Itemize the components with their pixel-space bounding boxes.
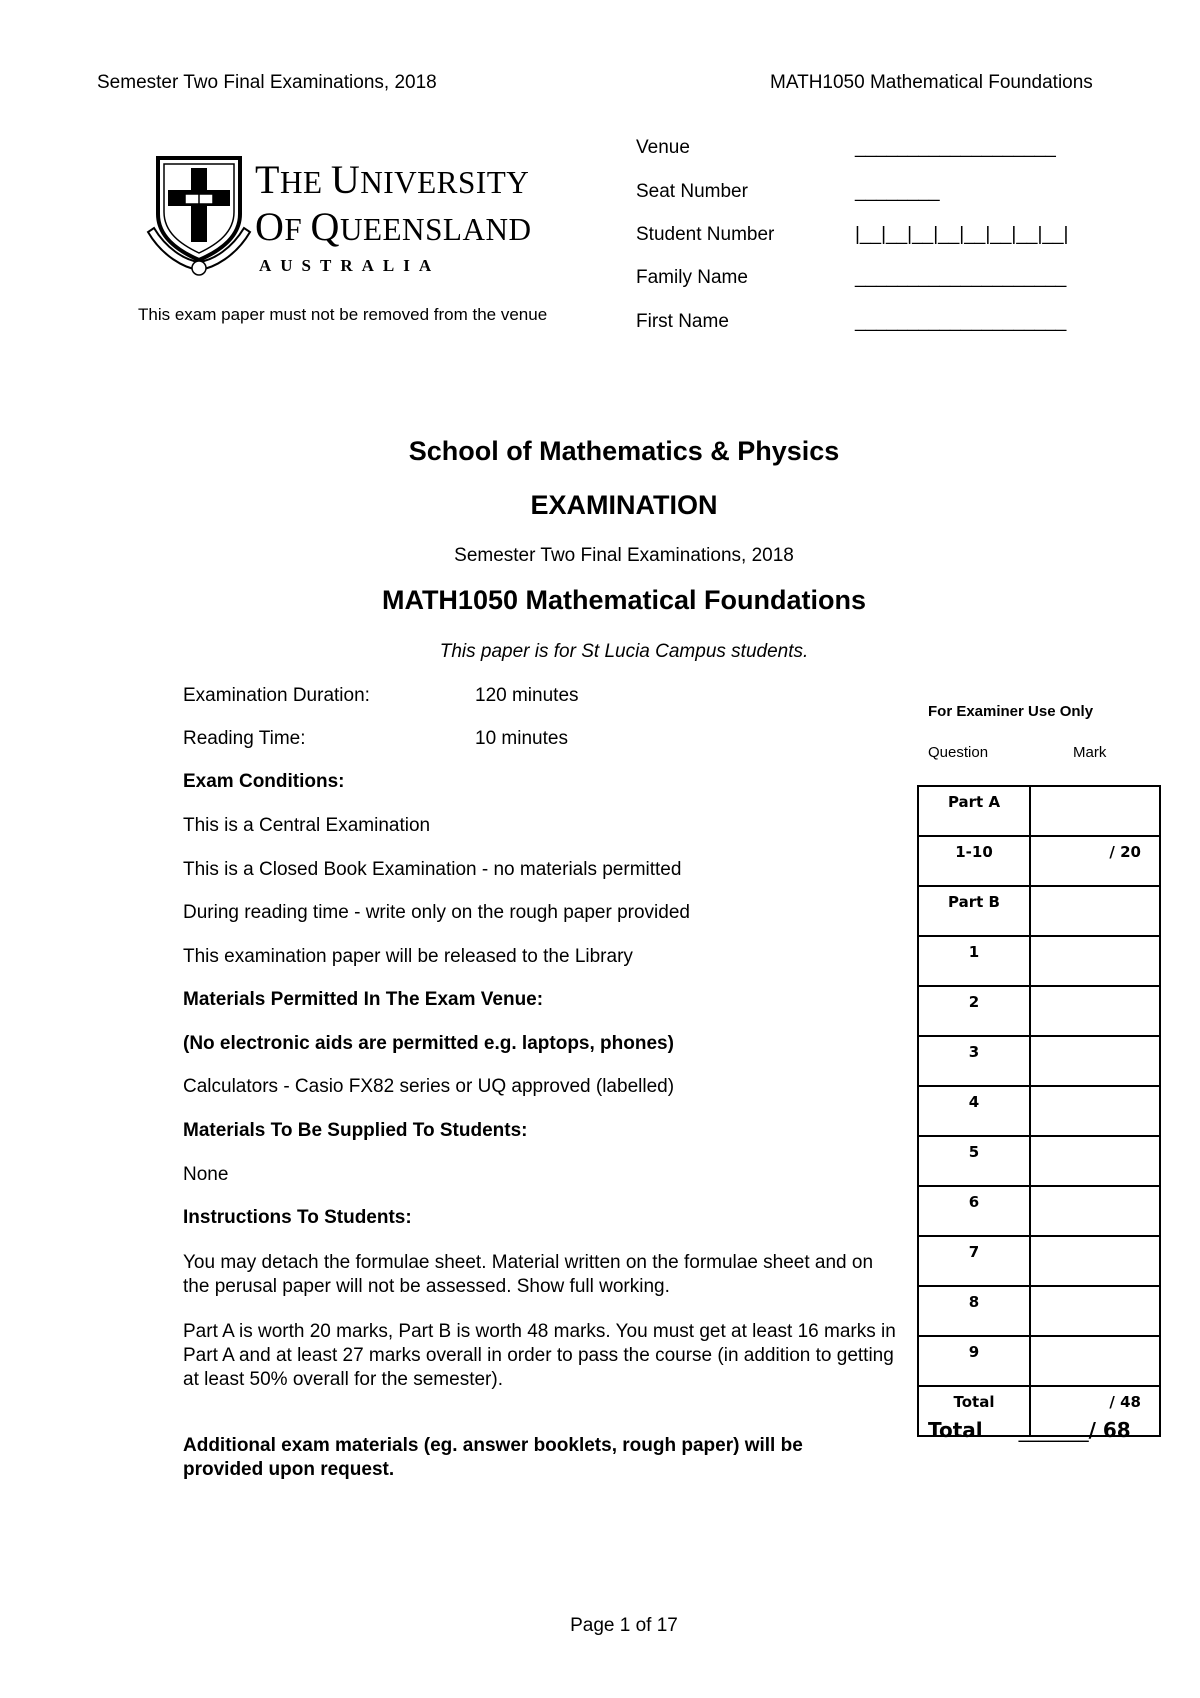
- marks-table-row: [918, 1086, 1160, 1136]
- question-cell: 1-10: [918, 836, 1030, 886]
- grand-total-line[interactable]: _______: [1018, 1418, 1089, 1442]
- venue-label: Venue: [636, 137, 690, 158]
- additional-materials-note: Additional exam materials (eg. answer booklets, rough paper) will be provided upon request.: [183, 1435, 803, 1480]
- examiner-use-heading: For Examiner Use Only: [928, 703, 1094, 720]
- seat-number-label: Seat Number: [636, 181, 748, 202]
- duration-label: Examination Duration:: [183, 685, 370, 706]
- school-title: School of Mathematics & Physics: [408, 436, 840, 466]
- mark-cell[interactable]: [1030, 1136, 1160, 1186]
- removal-notice: This exam paper must not be removed from the venue: [138, 305, 548, 324]
- mark-cell[interactable]: [1030, 886, 1160, 936]
- examiner-marks-table: [917, 785, 1161, 1437]
- grand-total-label: Total: [928, 1418, 983, 1442]
- semester-subtitle: Semester Two Final Examinations, 2018: [454, 545, 794, 566]
- mark-cell[interactable]: / 48: [1030, 1386, 1160, 1436]
- marks-table-row: [918, 1036, 1160, 1086]
- marks-table-row: [918, 936, 1160, 986]
- family-name-label: Family Name: [636, 267, 748, 288]
- marks-table-row: [918, 1186, 1160, 1236]
- question-cell: Part A: [918, 786, 1030, 836]
- materials-supplied-item: None: [183, 1164, 229, 1185]
- student-number-field[interactable]: |__|__|__|__|__|__|__|__|: [855, 224, 1069, 245]
- question-cell: 3: [918, 1036, 1030, 1086]
- materials-permitted-note: (No electronic aids are permitted e.g. laptops, phones): [183, 1033, 674, 1054]
- mark-cell[interactable]: [1030, 1086, 1160, 1136]
- running-header-right: MATH1050 Mathematical Foundations: [770, 72, 1093, 93]
- question-column-header: Question: [928, 744, 989, 761]
- mark-cell[interactable]: [1030, 1186, 1160, 1236]
- materials-permitted-item: Calculators - Casio FX82 series or UQ approved (labelled): [183, 1076, 675, 1097]
- condition-item: This examination paper will be released to the Library: [183, 946, 633, 967]
- question-cell: Part B: [918, 886, 1030, 936]
- instruction-paragraph: You may detach the formulae sheet. Material written on the formulae sheet and on the perusal paper will not be assessed. Show full working.: [183, 1252, 874, 1297]
- question-cell: 1: [918, 936, 1030, 986]
- mark-cell[interactable]: / 20: [1030, 836, 1160, 886]
- marks-table-row: [918, 1136, 1160, 1186]
- uq-wordmark-line2: OF QUEENSLAND: [255, 204, 532, 249]
- mark-column-header: Mark: [1073, 744, 1107, 761]
- mark-cell[interactable]: [1030, 1236, 1160, 1286]
- question-cell: 8: [918, 1286, 1030, 1336]
- page-number: Page 1 of 17: [570, 1615, 678, 1636]
- exam-conditions-heading: Exam Conditions:: [183, 771, 345, 792]
- marks-table-row: [918, 886, 1160, 936]
- mark-cell[interactable]: [1030, 1036, 1160, 1086]
- exam-title: EXAMINATION: [530, 490, 718, 520]
- venue-field[interactable]: ___________________: [855, 137, 1056, 158]
- question-cell: 5: [918, 1136, 1030, 1186]
- marks-table-row: [918, 1286, 1160, 1336]
- mark-cell[interactable]: [1030, 786, 1160, 836]
- condition-item: This is a Central Examination: [183, 815, 431, 836]
- campus-note: This paper is for St Lucia Campus students.: [439, 641, 809, 662]
- question-cell: 9: [918, 1336, 1030, 1386]
- first-name-field[interactable]: ____________________: [855, 311, 1067, 332]
- reading-time-label: Reading Time:: [183, 728, 306, 749]
- mark-cell[interactable]: [1030, 1336, 1160, 1386]
- mark-cell[interactable]: [1030, 936, 1160, 986]
- marks-table-row: [918, 1336, 1160, 1386]
- seat-number-field[interactable]: ________: [855, 181, 940, 202]
- duration-value: 120 minutes: [475, 685, 579, 706]
- family-name-field[interactable]: ____________________: [855, 267, 1067, 288]
- first-name-label: First Name: [636, 311, 729, 332]
- marks-table-row: [918, 986, 1160, 1036]
- marks-table-row: [918, 786, 1160, 836]
- reading-time-value: 10 minutes: [475, 728, 568, 749]
- question-cell: Total: [918, 1386, 1030, 1436]
- course-title: MATH1050 Mathematical Foundations: [381, 585, 867, 615]
- marks-table-row: [918, 1236, 1160, 1286]
- uq-wordmark-line1: THE UNIVERSITY: [255, 157, 530, 202]
- instruction-paragraph: Part A is worth 20 marks, Part B is worth 48 marks. You must get at least 16 marks in Part A and at least 27 marks overall in order to pass the course (in addition to getting at least 50% overall for the semester).: [183, 1321, 896, 1390]
- question-cell: 7: [918, 1236, 1030, 1286]
- materials-supplied-heading: Materials To Be Supplied To Students:: [183, 1120, 528, 1141]
- uq-wordmark-country: AUSTRALIA: [259, 256, 441, 275]
- student-number-label: Student Number: [636, 224, 775, 245]
- marks-table-row: [918, 836, 1160, 886]
- grand-total: [928, 1418, 1131, 1442]
- question-cell: 6: [918, 1186, 1030, 1236]
- question-cell: 2: [918, 986, 1030, 1036]
- mark-cell[interactable]: [1030, 1286, 1160, 1336]
- question-cell: 4: [918, 1086, 1030, 1136]
- materials-permitted-heading: Materials Permitted In The Exam Venue:: [183, 989, 544, 1010]
- condition-item: This is a Closed Book Examination - no materials permitted: [183, 859, 682, 880]
- instructions-heading: Instructions To Students:: [183, 1207, 412, 1228]
- mark-cell[interactable]: [1030, 986, 1160, 1036]
- condition-item: During reading time - write only on the rough paper provided: [183, 902, 690, 923]
- running-header-left: Semester Two Final Examinations, 2018: [97, 72, 437, 93]
- grand-total-value: / 68: [1088, 1418, 1131, 1442]
